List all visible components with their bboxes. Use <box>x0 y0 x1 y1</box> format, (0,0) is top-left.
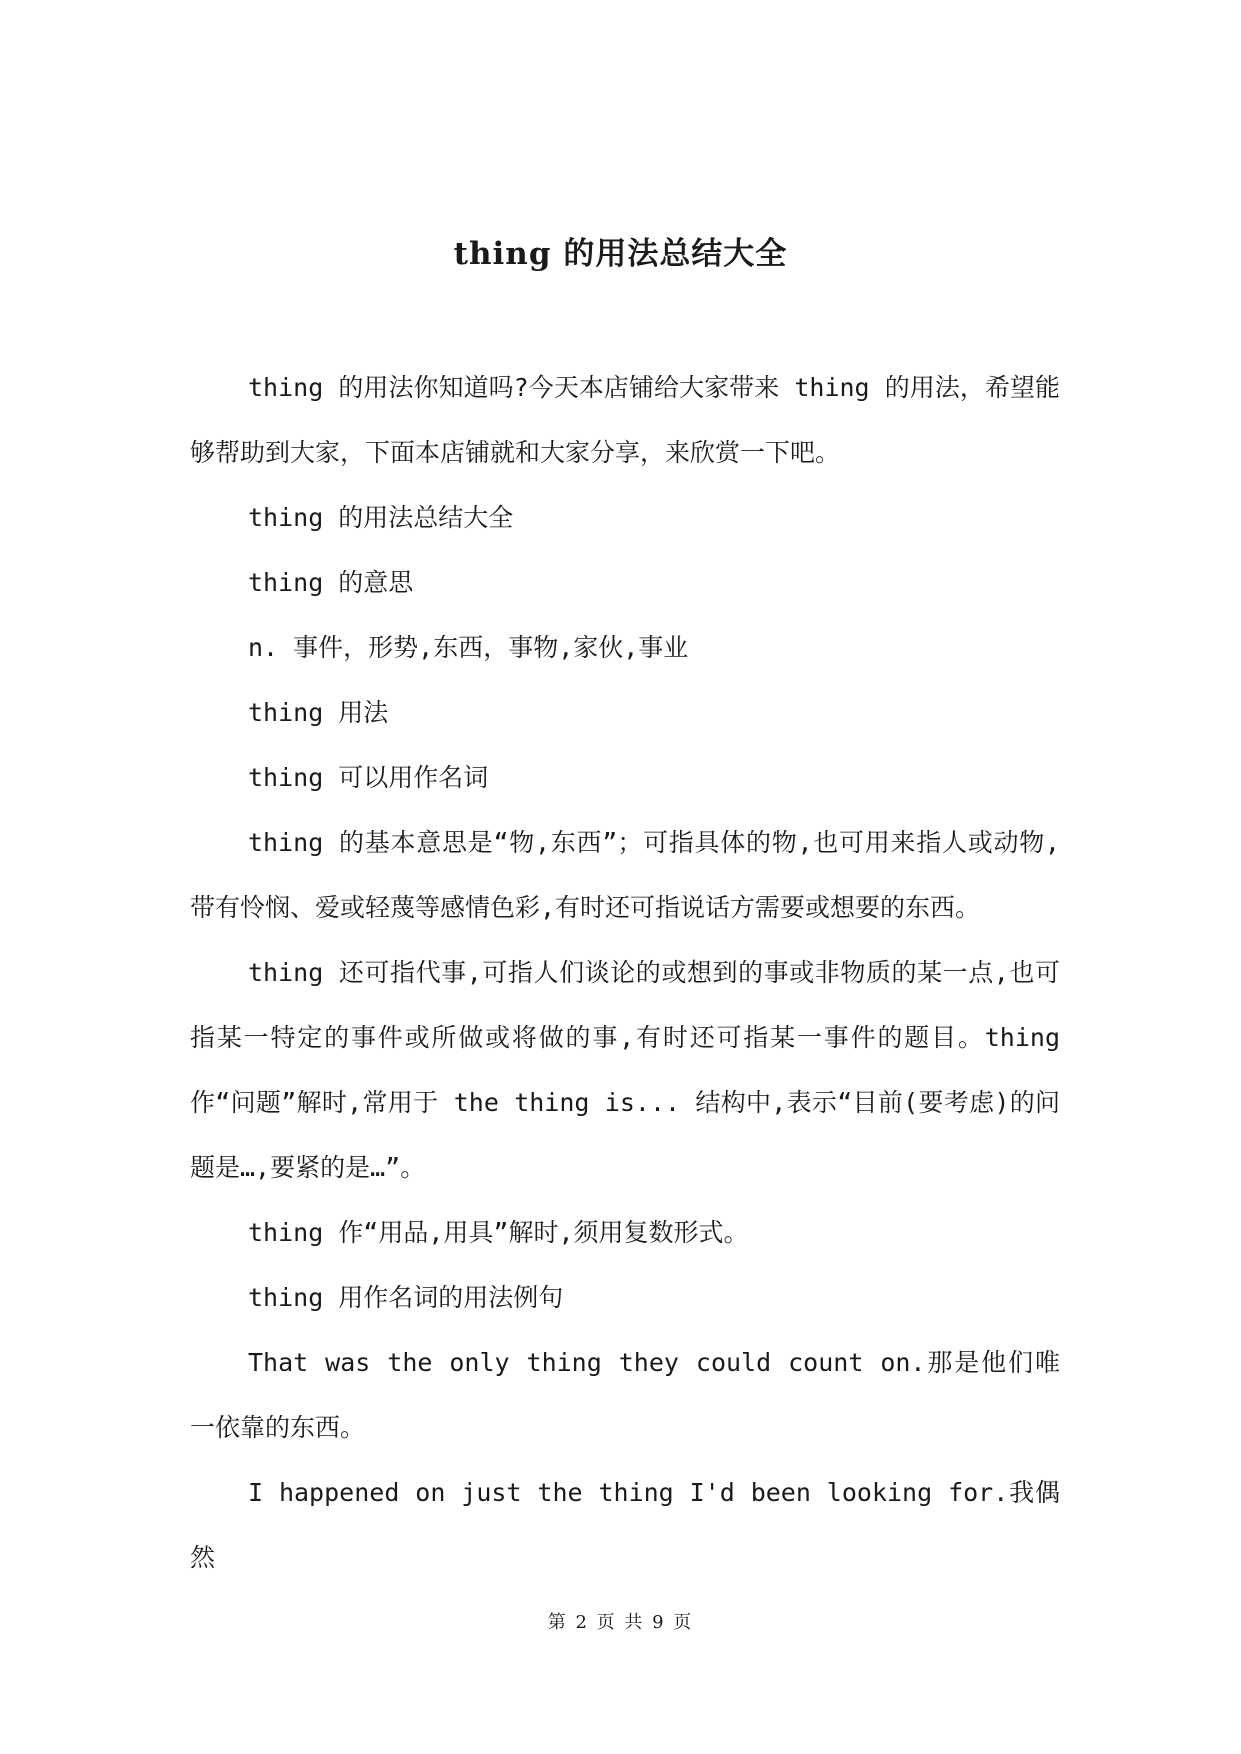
paragraph-noun-usage: thing 可以用作名词 <box>248 763 489 792</box>
document-body <box>190 355 1060 1590</box>
paragraph-heading-summary: thing 的用法总结大全 <box>248 503 514 532</box>
document-title: thing 的用法总结大全 <box>453 236 788 272</box>
paragraph-definition: n. 事件，形势,东西，事物,家伙,事业 <box>248 633 689 662</box>
page-number-footer: 第 2 页 共 9 页 <box>547 1612 694 1633</box>
paragraph-example-2: I happened on just the thing I'd been looking for.我偶然 <box>190 1478 1060 1572</box>
paragraph-plural-form: thing 作“用品,用具”解时,须用复数形式。 <box>248 1218 749 1247</box>
paragraph-intro: thing 的用法你知道吗?今天本店铺给大家带来 thing 的用法，希望能够帮助到大家，下面本店铺就和大家分享，来欣赏一下吧。 <box>190 373 1060 467</box>
paragraph-event-meaning: thing 还可指代事,可指人们谈论的或想到的事或非物质的某一点,也可指某一特定的事件或所做或将做的事,有时还可指某一事件的题目。thing 作“问题”解时,常用于 the thing is... 结构中,表示“目前(要考虑)的问题是…,要紧的是…”。 <box>190 958 1060 1182</box>
paragraph-heading-usage: thing 用法 <box>248 698 389 727</box>
paragraph-heading-meaning: thing 的意思 <box>248 568 414 597</box>
paragraph-heading-examples: thing 用作名词的用法例句 <box>248 1283 564 1312</box>
paragraph-example-1: That was the only thing they could count on.那是他们唯一依靠的东西。 <box>190 1348 1060 1442</box>
paragraph-basic-meaning: thing 的基本意思是“物,东西”；可指具体的物,也可用来指人或动物,带有怜悯、爱或轻蔑等感情色彩,有时还可指说话方需要或想要的东西。 <box>190 828 1060 922</box>
